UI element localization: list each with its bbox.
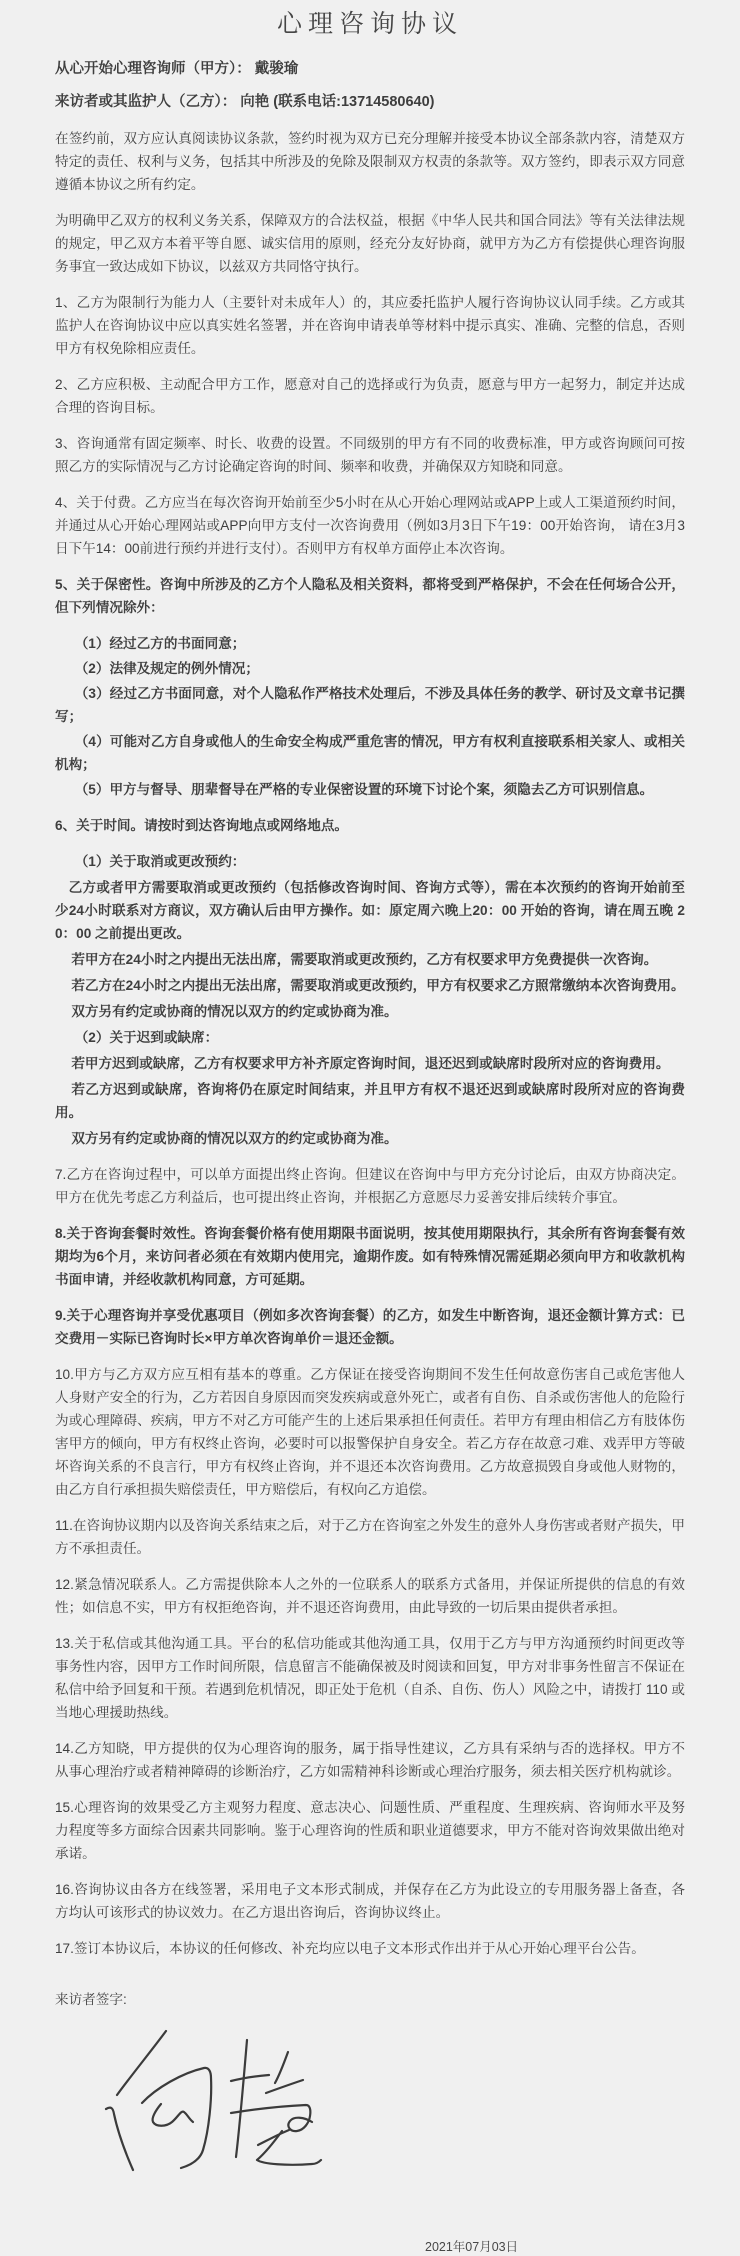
agreement-paragraph: 若乙方迟到或缺席，咨询将仍在原定时间结束，并且甲方有权不退还迟到或缺席时段所对应的咨询费用。 — [55, 1082, 685, 1120]
agreement-paragraph: 10.甲方与乙方双方应互相有基本的尊重。乙方保证在接受咨询期间不发生任何故意伤害自己或危害他人人身财产安全的行为，乙方若因自身原因而突发疾病或意外死亡，或者有自伤、自杀或伤害他人的危险行为或心理障碍、疾病，甲方不对乙方可能产生的上述后果承担任何责任。若甲方有理由相信乙方有肢体伤害甲方的倾向，甲方有权终止咨询，必要时可以报警保护自身安全。若乙方存在故意刁难、戏弄甲方等破坏咨询关系的不良言行，甲方有权终止咨询，并不退还本次咨询费用。乙方故意损毁自身或他人财物的，由乙方自行承担损失赔偿责任，甲方赔偿后，有权向乙方追偿。 — [55, 1367, 685, 1497]
page-title: 心理咨询协议 — [276, 10, 463, 38]
agreement-paragraph: 11.在咨询协议期内以及咨询关系结束之后，对于乙方在咨询室之外发生的意外人身伤害或者财产损失，甲方不承担责任。 — [55, 1518, 685, 1556]
agreement-paragraph: （4）可能对乙方自身或他人的生命安全构成严重危害的情况，甲方有权利直接联系相关家人、或相关机构； — [55, 734, 685, 772]
agreement-paragraph: 在签约前，双方应认真阅读协议条款，签约时视为双方已充分理解并接受本协议全部条款内容，清楚双方特定的责任、权利与义务，包括其中所涉及的免除及限制双方权责的条款等。双方签约，即表示双方同意遵循本协议之所有约定。 — [55, 131, 685, 192]
signature-date: 2021年07月03日 — [425, 2240, 519, 2254]
agreement-paragraph: （2）关于迟到或缺席： — [74, 1030, 219, 1045]
agreement-paragraph: 乙方或者甲方需要取消或更改预约（包括修改咨询时间、咨询方式等），需在本次预约的咨询开始前至少24小时联系对方商议，双方确认后由甲方操作。如：原定周六晚上20：00 开始的咨询，请在周五晚 20：00 之前提出更改。 — [55, 880, 685, 941]
agreement-paragraph: 12.紧急情况联系人。乙方需提供除本人之外的一位联系人的联系方式备用，并保证所提供的信息的有效性；如信息不实，甲方有权拒绝咨询，并不退还咨询费用，由此导致的一切后果由提供者承担。 — [55, 1577, 685, 1615]
agreement-paragraph: 16.咨询协议由各方在线签署，采用电子文本形式制成，并保存在乙方为此设立的专用服务器上备查，各方均认可该形式的协议效力。在乙方退出咨询后，咨询协议终止。 — [55, 1882, 685, 1920]
agreement-paragraph: 15.心理咨询的效果受乙方主观努力程度、意志决心、问题性质、严重程度、生理疾病、咨询师水平及努力程度等多方面综合因素共同影响。鉴于心理咨询的性质和职业道德要求，甲方不能对咨询效果做出绝对承诺。 — [55, 1800, 685, 1861]
agreement-body — [55, 127, 685, 1960]
agreement-paragraph: 4、关于付费。乙方应当在每次咨询开始前至少5小时在从心开始心理网站或APP上或人工渠道预约时间，并通过从心开始心理网站或APP向甲方支付一次咨询费用（例如3月3日下午19：00开始咨询， 请在3月3日下午14：00前进行预约并进行支付）。否则甲方有权单方面停止本次咨询。 — [55, 495, 685, 556]
agreement-paragraph: 若乙方在24小时之内提出无法出席，需要取消或更改预约，甲方有权要求乙方照常缴纳本次咨询费用。 — [71, 978, 685, 993]
signature-label: 来访者签字: — [55, 1992, 127, 2007]
agreement-paragraph: 2、乙方应积极、主动配合甲方工作，愿意对自己的选择或行为负责，愿意与甲方一起努力，制定并达成合理的咨询目标。 — [55, 377, 685, 415]
agreement-paragraph: 若甲方在24小时之内提出无法出席，需要取消或更改预约，乙方有权要求甲方免费提供一次咨询。 — [71, 952, 658, 967]
agreement-paragraph: 3、咨询通常有固定频率、时长、收费的设置。不同级别的甲方有不同的收费标准，甲方或咨询顾问可按照乙方的实际情况与乙方讨论确定咨询的时间、频率和收费，并确保双方知晓和同意。 — [55, 436, 685, 474]
agreement-paragraph: 1、乙方为限制行为能力人（主要针对未成年人）的，其应委托监护人履行咨询协议认同手续。乙方或其监护人在咨询协议中应以真实姓名签署，并在咨询申请表单等材料中提示真实、准确、完整的信息，否则甲方有权免除相应责任。 — [55, 295, 685, 356]
agreement-paragraph: 6、关于时间。请按时到达咨询地点或网络地点。 — [55, 818, 349, 833]
agreement-paragraph: 双方另有约定或协商的情况以双方的约定或协商为准。 — [71, 1004, 398, 1019]
party-counselor-line: 从心开始心理咨询师（甲方）： 戴骏瑜 — [55, 61, 299, 77]
agreement-paragraph: 为明确甲乙双方的权利义务关系，保障双方的合法权益，根据《中华人民共和国合同法》等有关法律法规的规定，甲乙双方本着平等自愿、诚实信用的原则，经充分友好协商，就甲方为乙方有偿提供心理咨询服务事宜一致达成如下协议，以兹双方共同恪守执行。 — [55, 213, 685, 274]
agreement-paragraph: （5）甲方与督导、朋辈督导在严格的专业保密设置的环境下讨论个案，须隐去乙方可识别信息。 — [74, 782, 654, 797]
client-signature — [95, 2021, 335, 2181]
agreement-paragraph: 若甲方迟到或缺席，乙方有权要求甲方补齐原定咨询时间，退还迟到或缺席时段所对应的咨询费用。 — [71, 1056, 670, 1071]
agreement-paragraph: 9.关于心理咨询并享受优惠项目（例如多次咨询套餐）的乙方，如发生中断咨询，退还金额计算方式：已交费用－实际已咨询时长×甲方单次咨询单价＝退还金额。 — [55, 1308, 685, 1346]
agreement-paragraph: 7.乙方在咨询过程中，可以单方面提出终止咨询。但建议在咨询中与甲方充分讨论后，由双方协商决定。甲方在优先考虑乙方利益后，也可提出终止咨询，并根据乙方意愿尽力妥善安排后续转介事宜。 — [55, 1167, 685, 1205]
agreement-paragraph: 13.关于私信或其他沟通工具。平台的私信功能或其他沟通工具，仅用于乙方与甲方沟通预约时间更改等事务性内容，因甲方工作时间所限，信息留言不能确保被及时阅读和回复，甲方对非事务性留言不保证在私信中给予回复和干预。若遇到危机情况，即正处于危机（自杀、自伤、伤人）风险之中，请拨打 110 或当地心理援助热线。 — [55, 1636, 685, 1720]
agreement-paragraph: 17.签订本协议后，本协议的任何修改、补充均应以电子文本形式作出并于从心开始心理平台公告。 — [55, 1941, 645, 1956]
agreement-paragraph: 14.乙方知晓，甲方提供的仅为心理咨询的服务，属于指导性建议，乙方具有采纳与否的选择权。甲方不从事心理治疗或者精神障碍的诊断治疗，乙方如需精神科诊断或心理治疗服务，须去相关医疗机构就诊。 — [55, 1741, 685, 1779]
party-client-line: 来访者或其监护人（乙方）： 向艳 (联系电话:13714580640) — [55, 94, 435, 110]
agreement-paragraph: （1）关于取消或更改预约： — [74, 854, 246, 869]
agreement-paragraph: 双方另有约定或协商的情况以双方的约定或协商为准。 — [71, 1131, 398, 1146]
agreement-paragraph: 8.关于咨询套餐时效性。咨询套餐价格有使用期限书面说明，按其使用期限执行，其余所有咨询套餐有效期均为6个月，来访问者必须在有效期内使用完，逾期作废。如有特殊情况需延期必须向甲方和收款机构书面申请，并经收款机构同意，方可延期。 — [55, 1226, 685, 1287]
agreement-paragraph: （1）经过乙方的书面同意； — [74, 636, 246, 651]
agreement-paragraph: 5、关于保密性。咨询中所涉及的乙方个人隐私及相关资料，都将受到严格保护，不会在任何场合公开，但下列情况除外： — [55, 577, 685, 615]
agreement-paragraph: （2）法律及规定的例外情况； — [74, 661, 259, 676]
agreement-paragraph: （3）经过乙方书面同意，对个人隐私作严格技术处理后，不涉及具体任务的教学、研讨及文章书记撰写； — [55, 686, 685, 724]
